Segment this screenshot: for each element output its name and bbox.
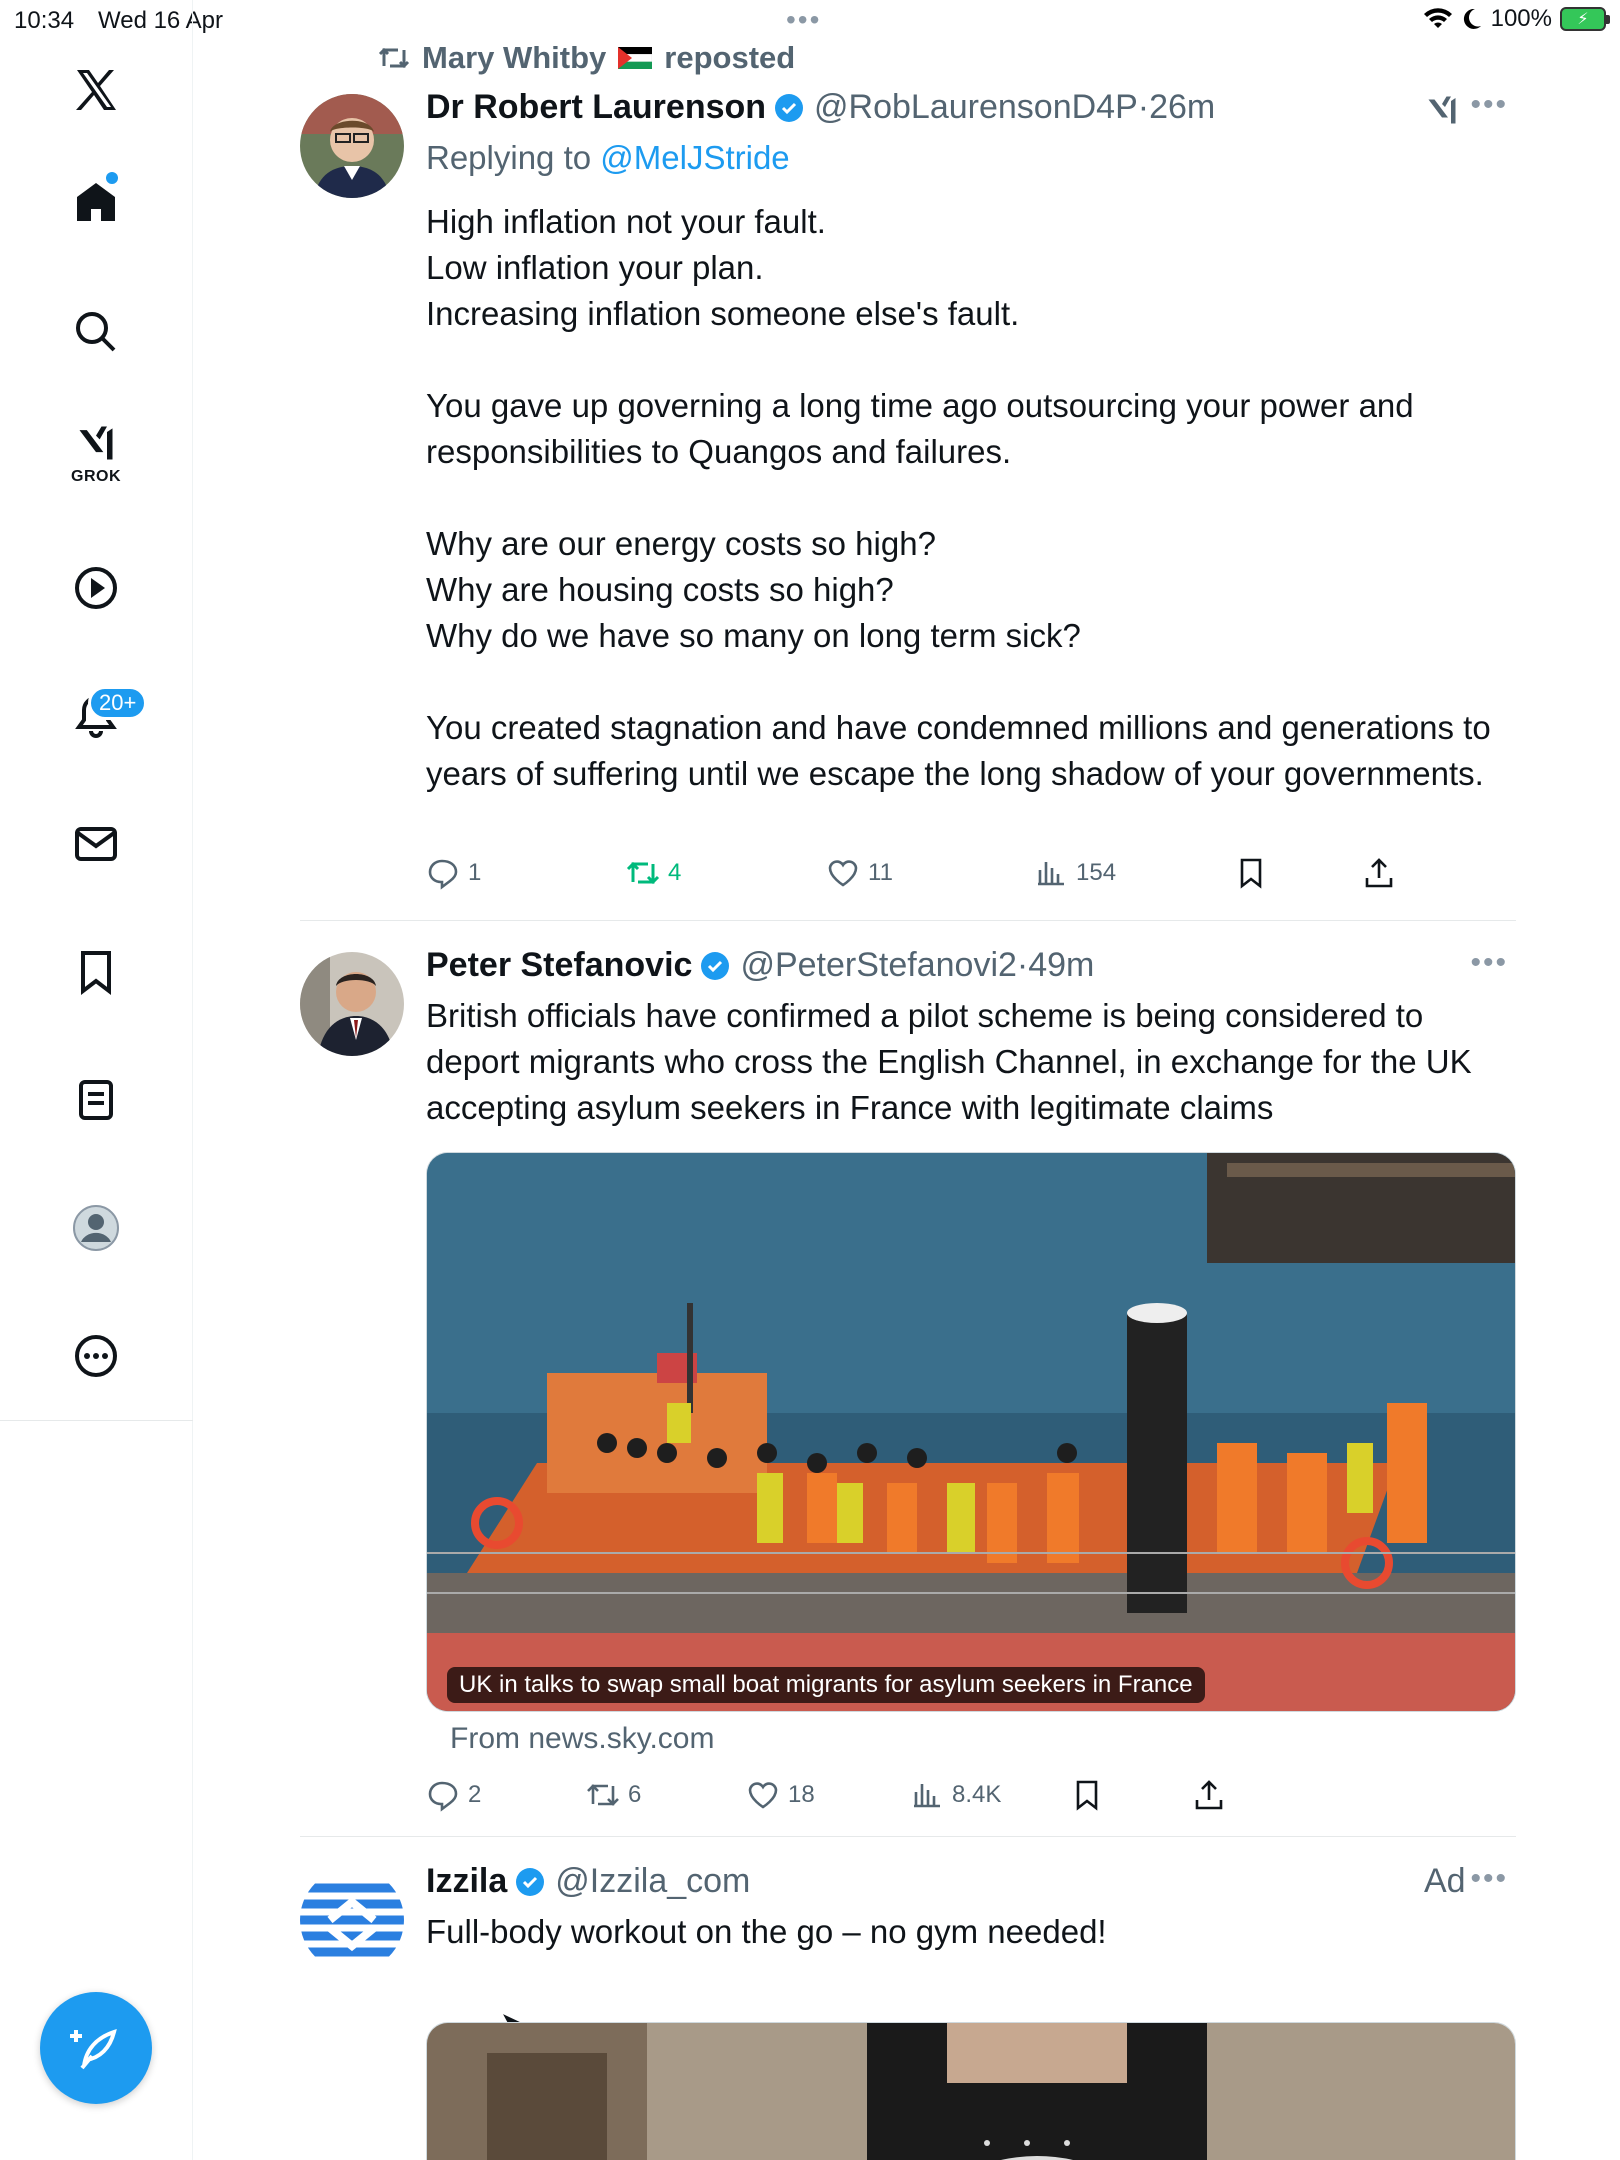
compose-feather-icon bbox=[68, 2020, 124, 2076]
tweet-body bbox=[426, 88, 1516, 797]
lists-icon[interactable] bbox=[60, 1064, 132, 1136]
profile-icon[interactable] bbox=[60, 1192, 132, 1264]
tweet-text: High inflation not your fault. Low inflation your plan. Increasing inflation someone else's fault. You gave up governing a long time ago outsourcing your power and responsibilities to Quangos and failures. Why are our energy costs so high? Why are housing costs so high? Why do we have so many on long term sick? You created stagnation and have condemned millions and generations to years of suffering until we escape the long shadow of your governments. bbox=[426, 203, 1491, 792]
tweet-more-icon[interactable]: ••• bbox=[1470, 1862, 1508, 1895]
like-count: 11 bbox=[868, 859, 893, 886]
separator-dot: · bbox=[1137, 88, 1150, 126]
heart-icon bbox=[746, 1778, 780, 1812]
views-icon bbox=[1034, 856, 1068, 890]
like-button[interactable] bbox=[826, 856, 893, 890]
tweet-more-icon[interactable]: ••• bbox=[1470, 88, 1508, 121]
repost-count: 6 bbox=[628, 1781, 642, 1808]
tweet-time[interactable]: 49m bbox=[1028, 946, 1095, 984]
verified-badge-icon bbox=[515, 1867, 545, 1897]
status-time: 10:34 bbox=[14, 7, 75, 34]
bookmarks-icon[interactable] bbox=[60, 936, 132, 1008]
bookmark-icon bbox=[1070, 1778, 1104, 1812]
share-button[interactable] bbox=[1192, 1778, 1226, 1812]
more-icon[interactable] bbox=[60, 1320, 132, 1392]
reply-count: 2 bbox=[468, 1781, 482, 1808]
grok-icon[interactable] bbox=[60, 416, 132, 488]
author-name[interactable]: Dr Robert Laurenson bbox=[426, 88, 767, 126]
repost-indicator bbox=[378, 40, 795, 76]
tweet-repost[interactable] bbox=[300, 0, 1516, 920]
tweet-ad[interactable] bbox=[300, 1838, 1516, 2160]
share-icon bbox=[1192, 1778, 1226, 1812]
reply-button[interactable] bbox=[426, 1778, 481, 1812]
avatar[interactable] bbox=[300, 952, 404, 1056]
battery-icon: ⚡ bbox=[1560, 7, 1606, 31]
tweet-header bbox=[426, 88, 1516, 127]
search-icon[interactable] bbox=[60, 296, 132, 368]
author-handle[interactable]: @Izzila_com bbox=[555, 1862, 751, 1900]
views-button[interactable] bbox=[910, 1778, 1001, 1812]
home-icon[interactable] bbox=[60, 166, 132, 238]
replying-prefix: Replying to bbox=[426, 139, 592, 176]
sidebar-divider bbox=[0, 1420, 193, 1421]
views-count: 8.4K bbox=[952, 1781, 1002, 1808]
reply-icon bbox=[426, 856, 460, 890]
reply-icon bbox=[426, 1778, 460, 1812]
repost-count: 4 bbox=[668, 859, 682, 886]
tweet-divider bbox=[300, 1836, 1516, 1837]
grok-label: GROK bbox=[71, 468, 121, 485]
replying-to bbox=[426, 139, 1516, 177]
tweet-body bbox=[426, 946, 1516, 1131]
x-logo-icon[interactable] bbox=[60, 54, 132, 126]
avatar[interactable] bbox=[300, 1868, 404, 1972]
repost-icon bbox=[378, 44, 410, 72]
verified-badge-icon bbox=[700, 951, 730, 981]
repost-icon bbox=[586, 1778, 620, 1812]
card-source[interactable]: From news.sky.com bbox=[450, 1722, 715, 1755]
tweet-actions bbox=[426, 1778, 1426, 1818]
separator-dot: · bbox=[1016, 946, 1029, 984]
tweet-more-icon[interactable]: ••• bbox=[1470, 946, 1508, 979]
repost-icon bbox=[626, 856, 660, 890]
workout-photo bbox=[427, 2023, 1516, 2160]
battery-percent: 100% bbox=[1490, 5, 1552, 32]
grok-analyze-icon[interactable] bbox=[1424, 92, 1460, 128]
multitask-dots-icon[interactable]: ••• bbox=[786, 4, 822, 35]
boat-photo bbox=[427, 1153, 1516, 1712]
tweet-time[interactable]: 26m bbox=[1149, 88, 1216, 126]
replying-to-handle[interactable]: @MelJStride bbox=[600, 139, 790, 176]
bookmark-button[interactable] bbox=[1234, 856, 1268, 890]
verified-badge-icon bbox=[774, 93, 804, 123]
reply-button[interactable] bbox=[426, 856, 481, 890]
repost-button[interactable] bbox=[626, 856, 681, 890]
status-date: Wed 16 Apr bbox=[98, 7, 223, 34]
repost-by-name[interactable]: Mary Whitby bbox=[422, 40, 607, 75]
avatar[interactable] bbox=[300, 94, 404, 198]
like-count: 18 bbox=[788, 1781, 815, 1808]
notifications-badge: 20+ bbox=[88, 686, 147, 720]
views-button[interactable] bbox=[1034, 856, 1116, 890]
repost-suffix: reposted bbox=[664, 40, 796, 75]
share-icon bbox=[1362, 856, 1396, 890]
sidebar bbox=[0, 0, 193, 2160]
messages-icon[interactable] bbox=[60, 808, 132, 880]
repost-button[interactable] bbox=[586, 1778, 641, 1812]
like-button[interactable] bbox=[746, 1778, 815, 1812]
video-icon[interactable] bbox=[60, 552, 132, 624]
reply-count: 1 bbox=[468, 859, 482, 886]
tweet-text: Full-body workout on the go – no gym needed! bbox=[426, 1913, 1107, 1950]
tweet-header bbox=[426, 946, 1516, 985]
card-caption: UK in talks to swap small boat migrants for asylum seekers in France bbox=[447, 1667, 1205, 1703]
bookmark-icon bbox=[1234, 856, 1268, 890]
author-name[interactable]: Izzila bbox=[426, 1862, 508, 1900]
ad-label: Ad bbox=[1424, 1862, 1466, 1900]
ad-media-image[interactable] bbox=[426, 2022, 1516, 2160]
home-unread-dot bbox=[106, 172, 118, 184]
heart-icon bbox=[826, 856, 860, 890]
author-name[interactable]: Peter Stefanovic bbox=[426, 946, 693, 984]
author-handle[interactable]: @PeterStefanovi2 bbox=[740, 946, 1017, 984]
link-card-image[interactable] bbox=[426, 1152, 1516, 1712]
share-button[interactable] bbox=[1362, 856, 1396, 890]
tweet-actions bbox=[426, 856, 1426, 896]
tweet-text: British officials have confirmed a pilot scheme is being considered to deport migrants who cross the English Channel, in exchange for the UK accepting asylum seekers in France with legitimate claims bbox=[426, 997, 1481, 1126]
palestine-flag-icon bbox=[618, 47, 652, 69]
tweet-divider bbox=[300, 920, 1516, 921]
bookmark-button[interactable] bbox=[1070, 1778, 1104, 1812]
tweet[interactable] bbox=[300, 922, 1516, 1836]
views-icon bbox=[910, 1778, 944, 1812]
compose-button[interactable] bbox=[40, 1992, 152, 2104]
tweet-header bbox=[426, 1862, 1516, 1901]
author-handle[interactable]: @RobLaurensonD4P bbox=[814, 88, 1138, 126]
views-count: 154 bbox=[1076, 859, 1117, 886]
